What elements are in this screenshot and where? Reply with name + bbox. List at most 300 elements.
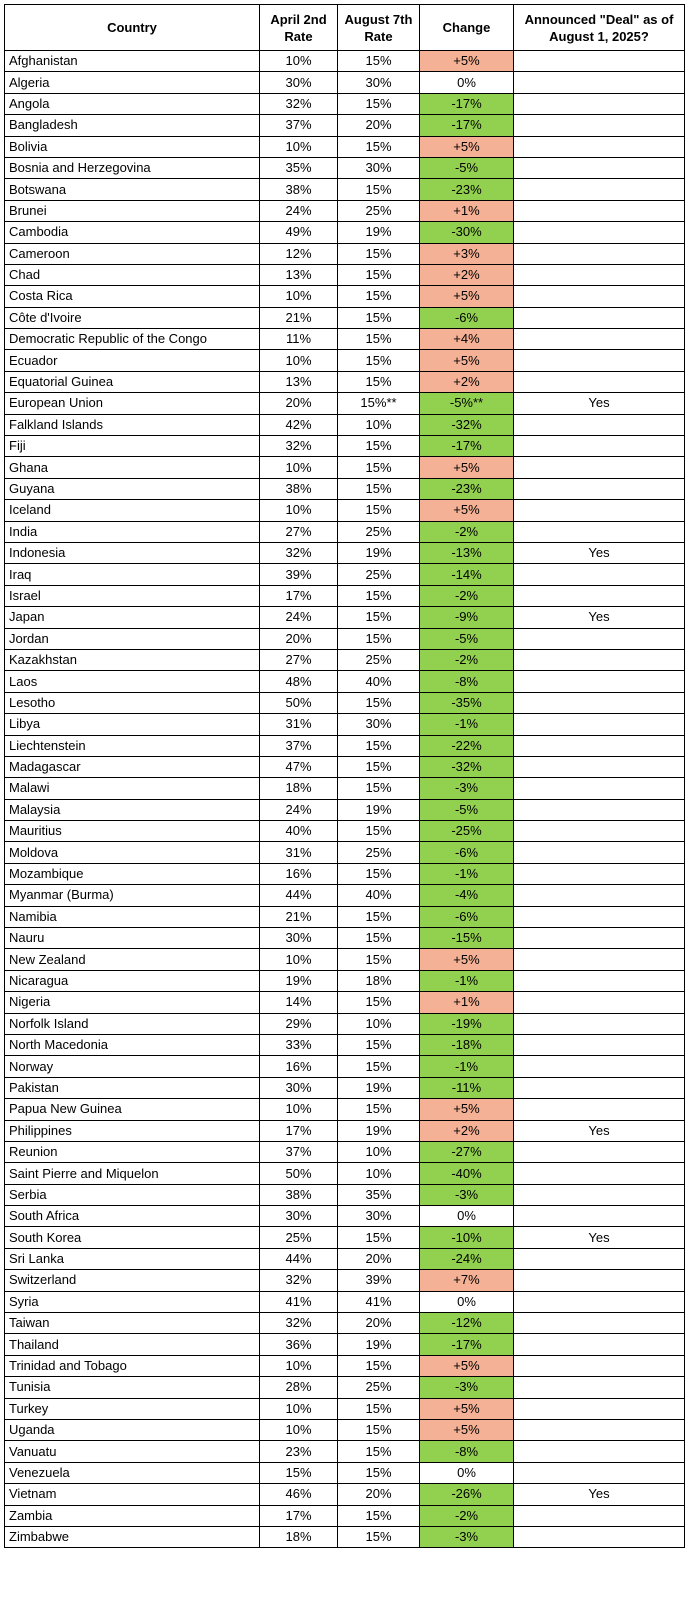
table-body (5, 51, 685, 1548)
cell-change: -1% (420, 1056, 514, 1077)
table-row (5, 93, 685, 114)
cell-change: -12% (420, 1313, 514, 1334)
cell-change: -8% (420, 671, 514, 692)
cell-deal: Yes (514, 542, 685, 563)
cell-april-rate: 50% (260, 692, 338, 713)
cell-deal (514, 564, 685, 585)
cell-august-rate: 15% (338, 1355, 420, 1376)
cell-change: -9% (420, 607, 514, 628)
cell-change: +5% (420, 136, 514, 157)
cell-country: South Korea (5, 1227, 260, 1248)
cell-country: Vietnam (5, 1484, 260, 1505)
cell-change: +5% (420, 1099, 514, 1120)
cell-april-rate: 19% (260, 970, 338, 991)
cell-change: -5% (420, 799, 514, 820)
cell-august-rate: 15% (338, 585, 420, 606)
cell-august-rate: 15% (338, 243, 420, 264)
cell-april-rate: 35% (260, 157, 338, 178)
cell-august-rate: 15% (338, 906, 420, 927)
cell-country: India (5, 521, 260, 542)
cell-change: -15% (420, 928, 514, 949)
cell-april-rate: 47% (260, 756, 338, 777)
cell-august-rate: 15% (338, 1099, 420, 1120)
cell-august-rate: 15% (338, 500, 420, 521)
cell-april-rate: 10% (260, 1099, 338, 1120)
cell-country: Democratic Republic of the Congo (5, 329, 260, 350)
cell-country: Ecuador (5, 350, 260, 371)
cell-april-rate: 38% (260, 179, 338, 200)
cell-deal (514, 778, 685, 799)
cell-change: -6% (420, 307, 514, 328)
cell-april-rate: 10% (260, 1398, 338, 1419)
cell-country: Kazakhstan (5, 649, 260, 670)
cell-change: -2% (420, 649, 514, 670)
table-row (5, 1227, 685, 1248)
cell-april-rate: 32% (260, 93, 338, 114)
cell-april-rate: 41% (260, 1291, 338, 1312)
cell-deal (514, 842, 685, 863)
cell-april-rate: 17% (260, 1505, 338, 1526)
cell-august-rate: 25% (338, 1377, 420, 1398)
table-row (5, 778, 685, 799)
cell-april-rate: 13% (260, 371, 338, 392)
cell-august-rate: 39% (338, 1270, 420, 1291)
cell-deal (514, 1206, 685, 1227)
table-row (5, 970, 685, 991)
cell-deal: Yes (514, 393, 685, 414)
cell-deal (514, 157, 685, 178)
cell-country: Serbia (5, 1184, 260, 1205)
cell-change: -23% (420, 179, 514, 200)
cell-august-rate: 10% (338, 1163, 420, 1184)
cell-august-rate: 15% (338, 1526, 420, 1547)
table-row (5, 222, 685, 243)
cell-country: Malaysia (5, 799, 260, 820)
cell-change: -2% (420, 1505, 514, 1526)
cell-august-rate: 25% (338, 521, 420, 542)
table-row (5, 564, 685, 585)
cell-change: +5% (420, 457, 514, 478)
cell-change: -23% (420, 478, 514, 499)
cell-country: Iraq (5, 564, 260, 585)
cell-april-rate: 27% (260, 649, 338, 670)
cell-august-rate: 15% (338, 350, 420, 371)
cell-april-rate: 48% (260, 671, 338, 692)
cell-april-rate: 28% (260, 1377, 338, 1398)
table-row (5, 393, 685, 414)
cell-deal: Yes (514, 1484, 685, 1505)
cell-country: Ghana (5, 457, 260, 478)
cell-deal (514, 1313, 685, 1334)
table-row (5, 1334, 685, 1355)
cell-august-rate: 15% (338, 307, 420, 328)
cell-august-rate: 15% (338, 436, 420, 457)
cell-country: Bolivia (5, 136, 260, 157)
cell-august-rate: 19% (338, 799, 420, 820)
cell-change: -19% (420, 1013, 514, 1034)
cell-april-rate: 31% (260, 714, 338, 735)
cell-april-rate: 15% (260, 1462, 338, 1483)
table-row (5, 949, 685, 970)
table-row (5, 457, 685, 478)
cell-april-rate: 42% (260, 414, 338, 435)
table-row (5, 692, 685, 713)
cell-change: -1% (420, 714, 514, 735)
table-row (5, 842, 685, 863)
table-row (5, 992, 685, 1013)
cell-april-rate: 24% (260, 799, 338, 820)
cell-change: -17% (420, 115, 514, 136)
table-row (5, 414, 685, 435)
cell-august-rate: 15% (338, 756, 420, 777)
cell-august-rate: 30% (338, 1206, 420, 1227)
header-august-rate: August 7th Rate (338, 5, 420, 51)
cell-august-rate: 25% (338, 200, 420, 221)
cell-change: 0% (420, 1462, 514, 1483)
cell-april-rate: 21% (260, 307, 338, 328)
cell-april-rate: 30% (260, 928, 338, 949)
cell-change: -25% (420, 821, 514, 842)
cell-deal (514, 1505, 685, 1526)
tariff-rate-table-container (4, 4, 684, 1548)
table-row (5, 1291, 685, 1312)
table-row (5, 1420, 685, 1441)
cell-august-rate: 15% (338, 992, 420, 1013)
cell-august-rate: 40% (338, 885, 420, 906)
table-row (5, 286, 685, 307)
cell-change: -5% (420, 628, 514, 649)
cell-change: +5% (420, 286, 514, 307)
header-country: Country (5, 5, 260, 51)
cell-april-rate: 18% (260, 1526, 338, 1547)
cell-april-rate: 32% (260, 436, 338, 457)
cell-deal (514, 307, 685, 328)
table-row (5, 906, 685, 927)
header-deal: Announced "Deal" as of August 1, 2025? (514, 5, 685, 51)
cell-deal (514, 1099, 685, 1120)
cell-april-rate: 16% (260, 863, 338, 884)
cell-august-rate: 15% (338, 821, 420, 842)
cell-change: -6% (420, 842, 514, 863)
cell-deal (514, 222, 685, 243)
cell-deal (514, 756, 685, 777)
cell-april-rate: 38% (260, 1184, 338, 1205)
cell-april-rate: 16% (260, 1056, 338, 1077)
table-row (5, 1248, 685, 1269)
cell-change: -3% (420, 1526, 514, 1547)
cell-change: -32% (420, 756, 514, 777)
cell-change: -18% (420, 1034, 514, 1055)
table-row (5, 1355, 685, 1376)
cell-change: -32% (420, 414, 514, 435)
cell-country: Jordan (5, 628, 260, 649)
cell-april-rate: 13% (260, 264, 338, 285)
cell-change: -1% (420, 970, 514, 991)
cell-august-rate: 15% (338, 692, 420, 713)
table-row (5, 885, 685, 906)
cell-august-rate: 20% (338, 1313, 420, 1334)
cell-august-rate: 20% (338, 115, 420, 136)
cell-country: Indonesia (5, 542, 260, 563)
cell-country: Angola (5, 93, 260, 114)
table-row (5, 1141, 685, 1162)
cell-country: Nicaragua (5, 970, 260, 991)
cell-august-rate: 41% (338, 1291, 420, 1312)
cell-deal (514, 821, 685, 842)
cell-deal (514, 649, 685, 670)
cell-change: -11% (420, 1077, 514, 1098)
cell-august-rate: 30% (338, 714, 420, 735)
cell-change: -8% (420, 1441, 514, 1462)
table-row (5, 350, 685, 371)
cell-august-rate: 15% (338, 457, 420, 478)
cell-august-rate: 15% (338, 93, 420, 114)
cell-april-rate: 32% (260, 542, 338, 563)
table-row (5, 243, 685, 264)
cell-change: -24% (420, 1248, 514, 1269)
cell-april-rate: 18% (260, 778, 338, 799)
table-row (5, 51, 685, 72)
cell-deal (514, 457, 685, 478)
cell-deal (514, 179, 685, 200)
cell-change: -2% (420, 521, 514, 542)
cell-change: -30% (420, 222, 514, 243)
cell-august-rate: 25% (338, 564, 420, 585)
cell-change: -40% (420, 1163, 514, 1184)
cell-deal (514, 1184, 685, 1205)
cell-change: +5% (420, 500, 514, 521)
cell-deal (514, 928, 685, 949)
table-row (5, 1163, 685, 1184)
table-row (5, 1484, 685, 1505)
cell-change: -17% (420, 436, 514, 457)
cell-april-rate: 14% (260, 992, 338, 1013)
cell-april-rate: 11% (260, 329, 338, 350)
cell-country: Taiwan (5, 1313, 260, 1334)
cell-deal (514, 264, 685, 285)
cell-country: Libya (5, 714, 260, 735)
cell-country: Botswana (5, 179, 260, 200)
cell-country: Reunion (5, 1141, 260, 1162)
cell-country: Malawi (5, 778, 260, 799)
table-row (5, 179, 685, 200)
cell-deal (514, 286, 685, 307)
cell-change: -3% (420, 1377, 514, 1398)
cell-country: Nauru (5, 928, 260, 949)
table-row (5, 1184, 685, 1205)
cell-august-rate: 15% (338, 607, 420, 628)
cell-april-rate: 12% (260, 243, 338, 264)
cell-change: +5% (420, 949, 514, 970)
table-row (5, 821, 685, 842)
cell-august-rate: 15% (338, 735, 420, 756)
cell-deal (514, 885, 685, 906)
cell-change: +5% (420, 350, 514, 371)
cell-april-rate: 30% (260, 1206, 338, 1227)
cell-country: Tunisia (5, 1377, 260, 1398)
table-row (5, 1099, 685, 1120)
cell-april-rate: 25% (260, 1227, 338, 1248)
cell-august-rate: 15% (338, 371, 420, 392)
cell-april-rate: 36% (260, 1334, 338, 1355)
cell-april-rate: 46% (260, 1484, 338, 1505)
cell-august-rate: 19% (338, 1077, 420, 1098)
cell-april-rate: 27% (260, 521, 338, 542)
cell-august-rate: 15% (338, 863, 420, 884)
cell-april-rate: 24% (260, 607, 338, 628)
cell-change: -17% (420, 1334, 514, 1355)
cell-august-rate: 10% (338, 1013, 420, 1034)
cell-deal (514, 1141, 685, 1162)
cell-deal (514, 1420, 685, 1441)
cell-august-rate: 15% (338, 628, 420, 649)
cell-april-rate: 38% (260, 478, 338, 499)
cell-change: -13% (420, 542, 514, 563)
table-row (5, 1120, 685, 1141)
cell-deal (514, 500, 685, 521)
cell-april-rate: 37% (260, 1141, 338, 1162)
cell-country: Vanuatu (5, 1441, 260, 1462)
cell-country: New Zealand (5, 949, 260, 970)
cell-deal (514, 1056, 685, 1077)
cell-august-rate: 15% (338, 1034, 420, 1055)
table-row (5, 1077, 685, 1098)
cell-august-rate: 19% (338, 1334, 420, 1355)
table-row (5, 628, 685, 649)
cell-country: Equatorial Guinea (5, 371, 260, 392)
cell-change: -26% (420, 1484, 514, 1505)
cell-august-rate: 15% (338, 179, 420, 200)
cell-april-rate: 50% (260, 1163, 338, 1184)
cell-change: -10% (420, 1227, 514, 1248)
cell-change: 0% (420, 72, 514, 93)
table-row (5, 264, 685, 285)
cell-april-rate: 32% (260, 1313, 338, 1334)
cell-deal (514, 371, 685, 392)
cell-april-rate: 37% (260, 735, 338, 756)
table-row (5, 1206, 685, 1227)
cell-april-rate: 40% (260, 821, 338, 842)
cell-country: South Africa (5, 1206, 260, 1227)
cell-deal (514, 1163, 685, 1184)
table-row (5, 200, 685, 221)
cell-august-rate: 15% (338, 329, 420, 350)
cell-country: Papua New Guinea (5, 1099, 260, 1120)
cell-april-rate: 10% (260, 457, 338, 478)
table-row (5, 863, 685, 884)
table-row (5, 735, 685, 756)
cell-august-rate: 15% (338, 1420, 420, 1441)
cell-april-rate: 20% (260, 393, 338, 414)
cell-deal (514, 906, 685, 927)
cell-country: Mozambique (5, 863, 260, 884)
cell-deal: Yes (514, 607, 685, 628)
cell-change: +2% (420, 371, 514, 392)
table-row (5, 115, 685, 136)
cell-deal (514, 1355, 685, 1376)
cell-change: +5% (420, 1355, 514, 1376)
cell-deal (514, 136, 685, 157)
cell-april-rate: 33% (260, 1034, 338, 1055)
cell-april-rate: 29% (260, 1013, 338, 1034)
cell-change: -1% (420, 863, 514, 884)
cell-august-rate: 15% (338, 1505, 420, 1526)
cell-deal (514, 714, 685, 735)
cell-country: Thailand (5, 1334, 260, 1355)
cell-april-rate: 10% (260, 949, 338, 970)
cell-change: 0% (420, 1206, 514, 1227)
cell-deal (514, 692, 685, 713)
cell-august-rate: 15% (338, 1441, 420, 1462)
cell-deal (514, 799, 685, 820)
cell-deal (514, 970, 685, 991)
cell-country: Israel (5, 585, 260, 606)
cell-deal: Yes (514, 1227, 685, 1248)
cell-august-rate: 18% (338, 970, 420, 991)
cell-april-rate: 30% (260, 1077, 338, 1098)
cell-deal (514, 478, 685, 499)
cell-august-rate: 15% (338, 264, 420, 285)
cell-change: +1% (420, 992, 514, 1013)
cell-deal (514, 436, 685, 457)
cell-august-rate: 10% (338, 414, 420, 435)
cell-country: Costa Rica (5, 286, 260, 307)
table-row (5, 928, 685, 949)
cell-deal (514, 1077, 685, 1098)
cell-change: -6% (420, 906, 514, 927)
table-row (5, 585, 685, 606)
cell-august-rate: 19% (338, 1120, 420, 1141)
cell-country: Bangladesh (5, 115, 260, 136)
cell-august-rate: 15% (338, 478, 420, 499)
cell-country: Moldova (5, 842, 260, 863)
cell-april-rate: 39% (260, 564, 338, 585)
table-row (5, 1526, 685, 1547)
cell-deal (514, 585, 685, 606)
cell-august-rate: 15% (338, 286, 420, 307)
table-row (5, 1505, 685, 1526)
cell-april-rate: 44% (260, 885, 338, 906)
cell-country: Madagascar (5, 756, 260, 777)
cell-deal (514, 735, 685, 756)
cell-august-rate: 19% (338, 542, 420, 563)
cell-deal (514, 1526, 685, 1547)
tariff-rate-table (4, 4, 685, 1548)
cell-change: -14% (420, 564, 514, 585)
cell-country: Norfolk Island (5, 1013, 260, 1034)
cell-april-rate: 17% (260, 1120, 338, 1141)
cell-deal (514, 1034, 685, 1055)
cell-deal (514, 1441, 685, 1462)
cell-country: Guyana (5, 478, 260, 499)
cell-country: Zambia (5, 1505, 260, 1526)
cell-august-rate: 15% (338, 1398, 420, 1419)
cell-country: Nigeria (5, 992, 260, 1013)
cell-august-rate: 15% (338, 1056, 420, 1077)
cell-deal (514, 350, 685, 371)
header-april-rate: April 2nd Rate (260, 5, 338, 51)
cell-august-rate: 30% (338, 72, 420, 93)
table-row (5, 500, 685, 521)
cell-country: European Union (5, 393, 260, 414)
cell-country: Myanmar (Burma) (5, 885, 260, 906)
cell-country: Liechtenstein (5, 735, 260, 756)
cell-august-rate: 30% (338, 157, 420, 178)
cell-april-rate: 10% (260, 500, 338, 521)
table-row (5, 1462, 685, 1483)
cell-change: 0% (420, 1291, 514, 1312)
cell-change: -3% (420, 778, 514, 799)
